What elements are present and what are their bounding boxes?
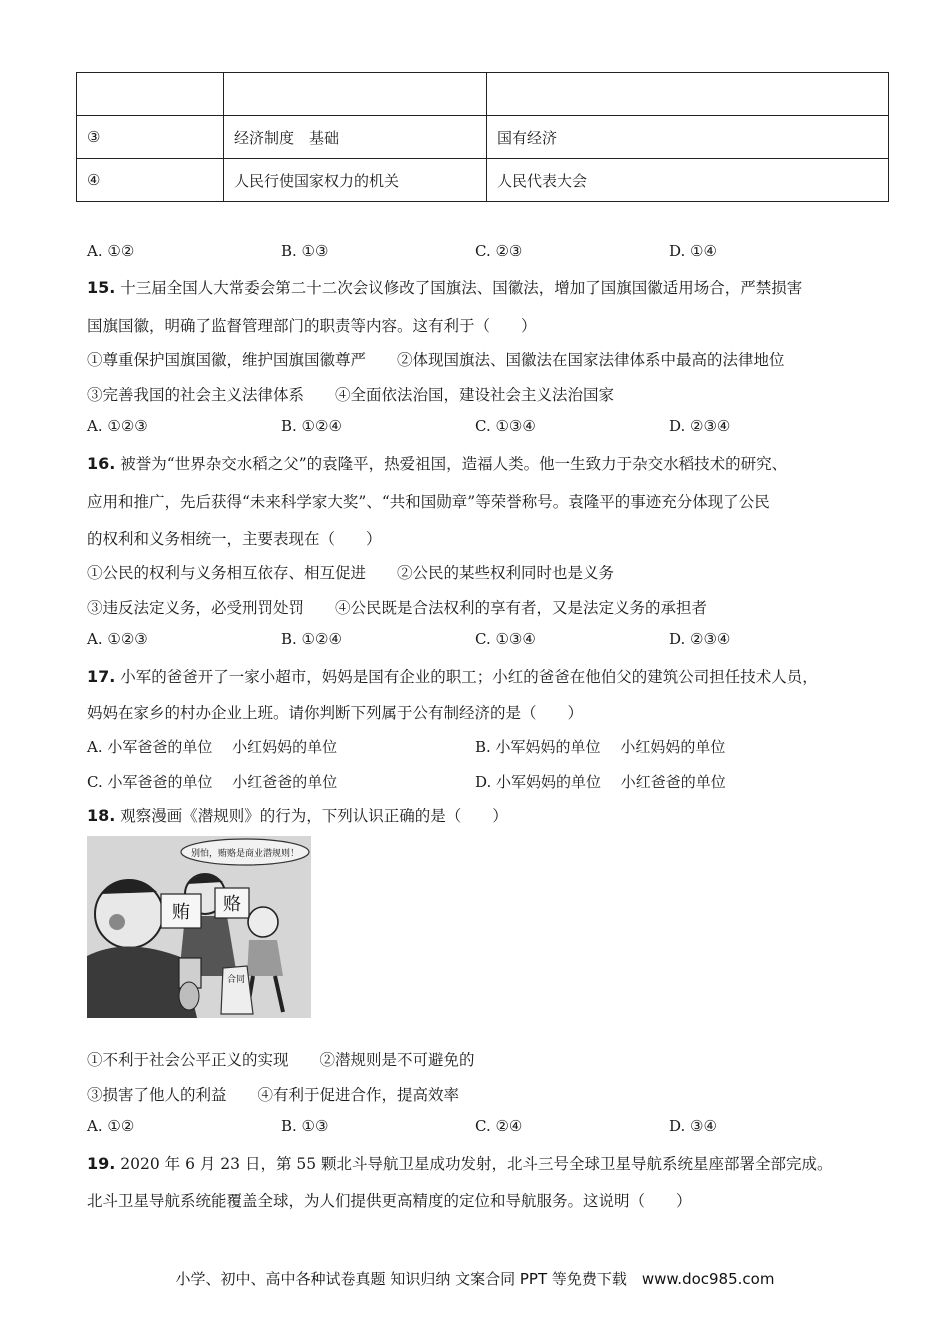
q14-option-d: D. ①④ [669,242,717,260]
q15-item1: ①尊重保护国旗国徽，维护国旗国徽尊严 ②体现国旗法、国徽法在国家法律体系中最高的法律地位 [87,351,785,369]
table-cell: ③ [77,116,224,159]
q19-stem-line2: 北斗卫星导航系统能覆盖全球，为人们提供更高精度的定位和导航服务。这说明（ ） [87,1192,692,1210]
sign-left-text: 贿 [172,902,190,923]
table-cell: 人民行使国家权力的机关 [224,159,487,202]
table-cell [77,73,224,116]
q16-stem-line3: 的权利和义务相统一，主要表现在（ ） [87,530,382,548]
q18-item1: ①不利于社会公平正义的实现 ②潜规则是不可避免的 [87,1051,475,1069]
q15-item2: ③完善我国的社会主义法律体系 ④全面依法治国，建设社会主义法治国家 [87,386,615,404]
question-text: 小军的爸爸开了一家小超市，妈妈是国有企业的职工；小红的爸爸在他伯父的建筑公司担任技术人员， [120,668,818,686]
q18-option-d: D. ③④ [669,1117,717,1135]
table-cell: 国有经济 [487,116,889,159]
q15-option-a: A. ①②③ [87,417,148,435]
q19-stem-line1 [87,1152,833,1174]
q14-option-b: B. ①③ [281,242,329,260]
q14-option-a: A. ①② [87,242,135,260]
contract-bag-text: 合同 [226,975,246,985]
q18-option-b: B. ①③ [281,1117,329,1135]
question-text: 2020 年 6 月 23 日，第 55 颗北斗导航卫星成功发射，北斗三号全球卫星导航系统星座部署全部完成。 [120,1155,833,1173]
cartoon-illustration [87,836,311,1018]
table-row [77,116,889,159]
answer-table [76,72,889,202]
question-number: 16. [87,454,116,473]
q17-option-b: B. 小军妈妈的单位 小红妈妈的单位 [475,738,726,756]
q18-stem-line1 [87,804,508,826]
q16-stem-line1 [87,452,787,474]
question-number: 18. [87,806,116,825]
table-cell: 人民代表大会 [487,159,889,202]
question-text: 被誉为“世界杂交水稻之父”的袁隆平，热爱祖国，造福人类。他一生致力于杂交水稻技术的研究、 [120,455,788,473]
q16-option-b: B. ①②④ [281,630,342,648]
question-text: 十三届全国人大常委会第二十二次会议修改了国旗法、国徽法，增加了国旗国徽适用场合，严禁损害 [120,279,803,297]
q15-stem-line2: 国旗国徽，明确了监督管理部门的职责等内容。这有利于（ ） [87,317,537,335]
sign-right-text: 赂 [223,894,241,915]
q15-option-d: D. ②③④ [669,417,731,435]
table-row [77,73,889,116]
table-cell: ④ [77,159,224,202]
q16-item1: ①公民的权利与义务相互依存、相互促进 ②公民的某些权利同时也是义务 [87,564,615,582]
q17-option-c: C. 小军爸爸的单位 小红爸爸的单位 [87,773,338,791]
cartoon-image [87,836,311,1018]
q14-option-c: C. ②③ [475,242,523,260]
q15-stem-line1 [87,276,802,298]
q17-stem-line2: 妈妈在家乡的村办企业上班。请你判断下列属于公有制经济的是（ ） [87,704,584,722]
question-number: 15. [87,278,116,297]
q17-stem-line1 [87,665,818,687]
question-text: 观察漫画《潜规则》的行为，下列认识正确的是（ ） [120,807,508,825]
q17-option-d: D. 小军妈妈的单位 小红爸爸的单位 [475,773,726,791]
q15-option-b: B. ①②④ [281,417,342,435]
q16-option-a: A. ①②③ [87,630,148,648]
footer-watermark: 小学、初中、高中各种试卷真题 知识归纳 文案合同 PPT 等免费下载 www.doc985.com [175,1270,775,1288]
table-cell [224,73,487,116]
table-row [77,159,889,202]
q18-option-c: C. ②④ [475,1117,523,1135]
q17-option-a: A. 小军爸爸的单位 小红妈妈的单位 [87,738,338,756]
speech-bubble-text: 别怕，贿赂是商业潜规则！ [190,849,300,859]
q16-item2: ③违反法定义务，必受刑罚处罚 ④公民既是合法权利的享有者，又是法定义务的承担者 [87,599,708,617]
table-cell: 经济制度 基础 [224,116,487,159]
contract-bag [221,966,253,1014]
q18-option-a: A. ①② [87,1117,135,1135]
table-cell [487,73,889,116]
q18-item2: ③损害了他人的利益 ④有利于促进合作，提高效率 [87,1086,460,1104]
question-number: 17. [87,667,116,686]
q16-stem-line2: 应用和推广，先后获得“未来科学家大奖”、“共和国勋章”等荣誉称号。袁隆平的事迹充分体现了公民 [87,493,770,511]
q15-option-c: C. ①③④ [475,417,536,435]
q16-option-c: C. ①③④ [475,630,536,648]
q16-option-d: D. ②③④ [669,630,731,648]
question-number: 19. [87,1154,116,1173]
